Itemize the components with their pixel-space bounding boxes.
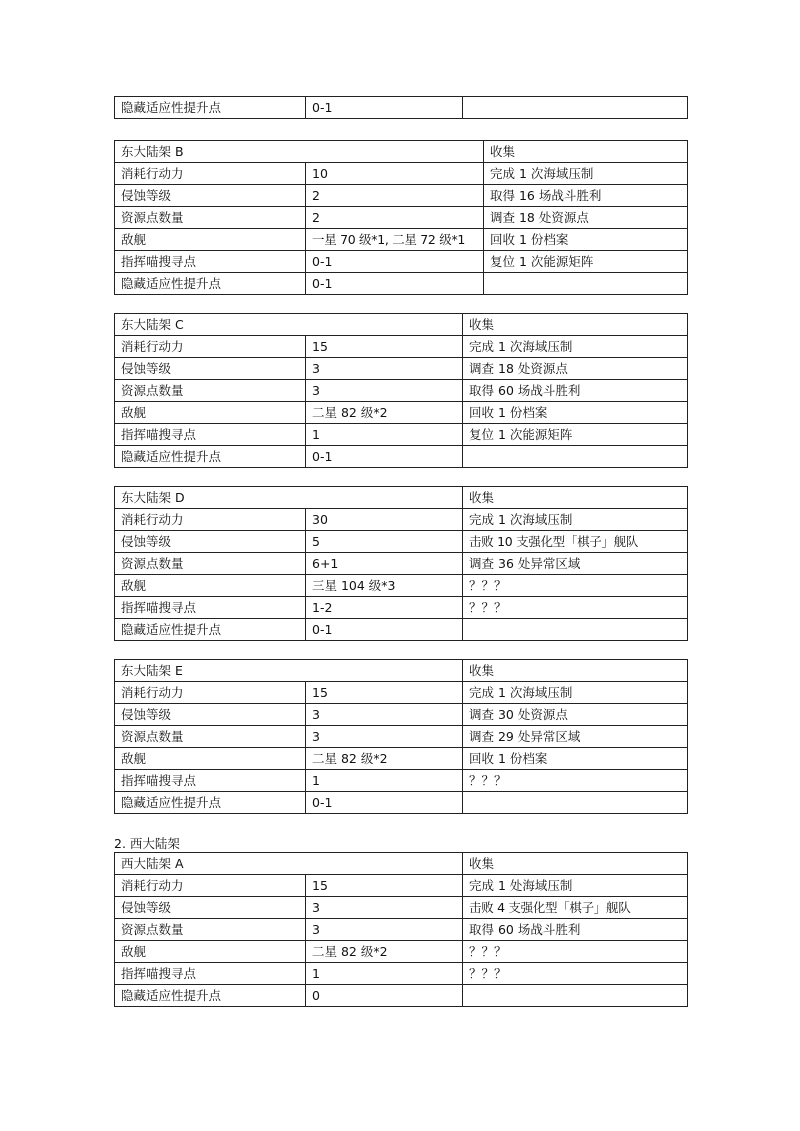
table-cell: 15 <box>306 336 463 358</box>
table-cell: 0-1 <box>306 446 463 468</box>
table-cell: 3 <box>306 380 463 402</box>
table-cell: 3 <box>306 726 463 748</box>
table-cell: 完成 1 次海域压制 <box>484 163 688 185</box>
table-title-cell: 东大陆架 C <box>115 314 463 336</box>
table-row <box>115 897 688 919</box>
table-cell <box>463 619 688 641</box>
table-cell: 调查 30 处资源点 <box>463 704 688 726</box>
table-cell: 隐藏适应性提升点 <box>115 792 306 814</box>
table-cell: 二星 82 级*2 <box>306 748 463 770</box>
table-collect-header: 收集 <box>463 487 688 509</box>
table-cell: 消耗行动力 <box>115 682 306 704</box>
table-cell: 消耗行动力 <box>115 163 306 185</box>
table-row <box>115 919 688 941</box>
table-cell: 隐藏适应性提升点 <box>115 273 306 295</box>
table-cell: 侵蚀等级 <box>115 531 306 553</box>
table-cell: 侵蚀等级 <box>115 897 306 919</box>
table-header-row <box>115 314 688 336</box>
table-cell: 指挥喵搜寻点 <box>115 597 306 619</box>
table-row <box>115 726 688 748</box>
table-cell: 完成 1 次海域压制 <box>463 509 688 531</box>
table-cell: 指挥喵搜寻点 <box>115 251 306 273</box>
table-header-row <box>115 141 688 163</box>
table-cell: ？？？ <box>463 770 688 792</box>
table-row <box>115 229 688 251</box>
table-cell: 消耗行动力 <box>115 875 306 897</box>
table-row <box>115 597 688 619</box>
table-collect-header: 收集 <box>463 314 688 336</box>
table-cell: 敌舰 <box>115 941 306 963</box>
table-cell: 二星 82 级*2 <box>306 941 463 963</box>
table-row <box>115 619 688 641</box>
table-cell: 取得 60 场战斗胜利 <box>463 919 688 941</box>
table-title-cell: 西大陆架 A <box>115 853 463 875</box>
table-cell: 30 <box>306 509 463 531</box>
table-cell: 0 <box>306 985 463 1007</box>
table-cell: 敌舰 <box>115 402 306 424</box>
table-cell <box>463 97 688 119</box>
table-row <box>115 770 688 792</box>
table-cell: 隐藏适应性提升点 <box>115 97 306 119</box>
table-top-continuation <box>114 96 688 119</box>
table-cell: 击败 10 支强化型「棋子」舰队 <box>463 531 688 553</box>
table-cell <box>484 273 688 295</box>
table-cell: 完成 1 处海域压制 <box>463 875 688 897</box>
table-cell: 二星 82 级*2 <box>306 402 463 424</box>
table-cell: 敌舰 <box>115 229 306 251</box>
table-row <box>115 207 688 229</box>
table-cell <box>463 446 688 468</box>
table-row <box>115 963 688 985</box>
table-cell: 10 <box>306 163 484 185</box>
table-cell: ？？？ <box>463 575 688 597</box>
table-cell: 5 <box>306 531 463 553</box>
table-cell: 三星 104 级*3 <box>306 575 463 597</box>
table-cell: ？？？ <box>463 963 688 985</box>
table-cell: 隐藏适应性提升点 <box>115 619 306 641</box>
table-west-shelf-a <box>114 852 688 1007</box>
table-cell: 2 <box>306 185 484 207</box>
table-row <box>115 575 688 597</box>
table-row <box>115 358 688 380</box>
table-cell: 1-2 <box>306 597 463 619</box>
table-cell: 消耗行动力 <box>115 336 306 358</box>
table-cell: 回收 1 份档案 <box>484 229 688 251</box>
table-cell: 调查 29 处异常区域 <box>463 726 688 748</box>
table-row <box>115 402 688 424</box>
table-row <box>115 446 688 468</box>
table-cell: 取得 60 场战斗胜利 <box>463 380 688 402</box>
table-row <box>115 985 688 1007</box>
table-row <box>115 185 688 207</box>
table-cell: 0-1 <box>306 792 463 814</box>
table-title-cell: 东大陆架 D <box>115 487 463 509</box>
table-cell: 指挥喵搜寻点 <box>115 424 306 446</box>
table-cell: 2 <box>306 207 484 229</box>
table-row <box>115 941 688 963</box>
table-cell: 0-1 <box>306 251 484 273</box>
section-heading-west-shelf: 2. 西大陆架 <box>114 836 180 851</box>
table-east-shelf-e <box>114 659 688 814</box>
table-cell: ？？？ <box>463 597 688 619</box>
table-cell: 15 <box>306 875 463 897</box>
table-cell: 调查 18 处资源点 <box>484 207 688 229</box>
table-cell: 指挥喵搜寻点 <box>115 963 306 985</box>
table-cell: 资源点数量 <box>115 380 306 402</box>
table-header-row <box>115 853 688 875</box>
table-row <box>115 163 688 185</box>
table-cell: 侵蚀等级 <box>115 185 306 207</box>
table-cell: 3 <box>306 897 463 919</box>
table-collect-header: 收集 <box>463 660 688 682</box>
table-row <box>115 380 688 402</box>
table-cell: 资源点数量 <box>115 553 306 575</box>
table-cell <box>463 792 688 814</box>
table-header-row <box>115 487 688 509</box>
table-cell: 回收 1 份档案 <box>463 402 688 424</box>
table-cell: 敌舰 <box>115 748 306 770</box>
table-cell: 资源点数量 <box>115 919 306 941</box>
table-cell <box>463 985 688 1007</box>
table-cell: ？？？ <box>463 941 688 963</box>
table-row <box>115 424 688 446</box>
table-row <box>115 704 688 726</box>
table-cell: 侵蚀等级 <box>115 704 306 726</box>
table-cell: 指挥喵搜寻点 <box>115 770 306 792</box>
table-title-cell: 东大陆架 B <box>115 141 484 163</box>
table-cell: 资源点数量 <box>115 207 306 229</box>
table-cell: 15 <box>306 682 463 704</box>
table-row <box>115 509 688 531</box>
table-cell: 取得 16 场战斗胜利 <box>484 185 688 207</box>
table-row <box>115 682 688 704</box>
table-cell: 1 <box>306 770 463 792</box>
table-east-shelf-d <box>114 486 688 641</box>
table-cell: 3 <box>306 704 463 726</box>
table-cell: 一星 70 级*1, 二星 72 级*1 <box>306 229 484 251</box>
table-cell: 完成 1 次海域压制 <box>463 682 688 704</box>
table-cell: 回收 1 份档案 <box>463 748 688 770</box>
table-cell: 敌舰 <box>115 575 306 597</box>
table-east-shelf-b <box>114 140 688 295</box>
table-row <box>115 748 688 770</box>
table-cell: 侵蚀等级 <box>115 358 306 380</box>
table-cell: 3 <box>306 358 463 380</box>
table-row <box>115 336 688 358</box>
table-cell: 1 <box>306 424 463 446</box>
table-cell: 资源点数量 <box>115 726 306 748</box>
table-cell: 复位 1 次能源矩阵 <box>463 424 688 446</box>
table-cell: 0-1 <box>306 273 484 295</box>
table-cell: 复位 1 次能源矩阵 <box>484 251 688 273</box>
table-cell: 0-1 <box>306 619 463 641</box>
table-cell: 隐藏适应性提升点 <box>115 446 306 468</box>
table-row <box>115 792 688 814</box>
table-collect-header: 收集 <box>463 853 688 875</box>
table-cell: 隐藏适应性提升点 <box>115 985 306 1007</box>
table-east-shelf-c <box>114 313 688 468</box>
table-cell: 0-1 <box>306 97 463 119</box>
table-cell: 调查 18 处资源点 <box>463 358 688 380</box>
table-title-cell: 东大陆架 E <box>115 660 463 682</box>
table-cell: 1 <box>306 963 463 985</box>
table-header-row <box>115 660 688 682</box>
table-cell: 调查 36 处异常区域 <box>463 553 688 575</box>
table-row <box>115 251 688 273</box>
table-collect-header: 收集 <box>484 141 688 163</box>
table-cell: 3 <box>306 919 463 941</box>
table-cell: 击败 4 支强化型「棋子」舰队 <box>463 897 688 919</box>
table-cell: 完成 1 次海域压制 <box>463 336 688 358</box>
table-cell: 6+1 <box>306 553 463 575</box>
table-row <box>115 531 688 553</box>
table-row <box>115 875 688 897</box>
table-row <box>115 273 688 295</box>
table-row <box>115 553 688 575</box>
table-row <box>115 97 688 119</box>
table-cell: 消耗行动力 <box>115 509 306 531</box>
